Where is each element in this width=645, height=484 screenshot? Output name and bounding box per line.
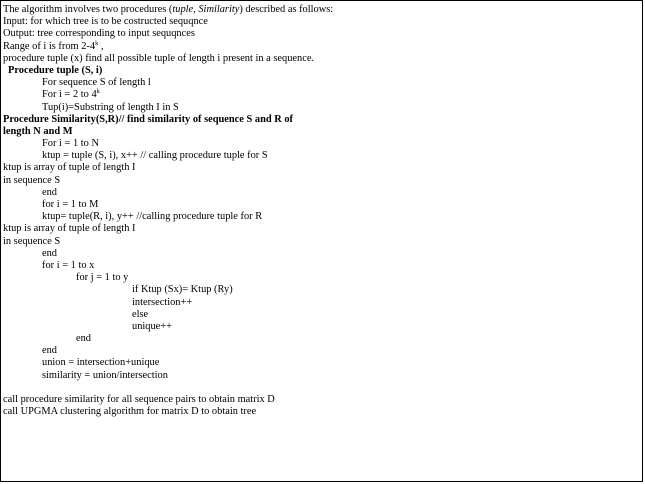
similarity-header-comment: // find similarity of sequence S and R of [118,113,293,125]
outer-for-line: for i = 1 to x [42,259,95,271]
intro-suffix: ) described as follows: [239,4,334,15]
input-line: Input: for which tree is to be costructed sequqnce [3,16,208,28]
intro-prefix: The algorithm involves two procedures ( [3,4,173,15]
union-line: union = intersection+unique [42,357,160,369]
blank-gap [3,382,643,394]
end-inner-line: end [76,333,92,345]
if-line: if Ktup (Sx)= Ktup (Ry) [132,284,233,296]
ktup-note-1a: ktup is array of tuple of length I [3,162,136,174]
range-line [3,41,643,53]
intro-procedures: tuple, Similarity [172,4,240,15]
intro-line [3,4,643,16]
ktup-note-1b: in sequence S [3,174,61,186]
else-line: else [132,308,149,320]
ktup-note-2b: in sequence S [3,235,61,247]
tuple-line-3: Tup(i)=Substring of length I in S [42,101,179,113]
tuple-for-text: For i = 2 to 4 [42,89,97,101]
loop2-body: ktup= tuple(R, i), y++ //calling procedure tuple for R [42,211,263,223]
similarity-header-2-text: length N and M [3,125,73,137]
tuple-line-1: For sequence S of length l [42,77,151,89]
output-line: Output: tree corresponding to input sequqnces [3,28,195,40]
final-line-2: call UPGMA clustering algorithm for matrix D to obtain tree [3,406,257,417]
range-tail: , [98,40,104,52]
range-sup: k [95,39,99,47]
tuple-procedure-header [3,65,643,77]
unique-line: unique++ [132,320,172,332]
range-text: Range of i is from 2-4 [3,40,96,52]
ktup-note-2a: ktup is array of tuple of length I [3,223,136,235]
loop1-for: For i = 1 to N [42,138,99,150]
final-line-1: call procedure similarity for all sequence pairs to obtain matrix D [3,393,275,405]
loop1-end: end [42,186,58,198]
tuple-line-2 [3,89,643,101]
loop2-for: for i = 1 to M [42,199,99,210]
similarity-header-text: Procedure Similarity(S,R) [3,113,119,125]
similarity-header-line-2 [3,126,643,138]
loop2-end: end [42,247,58,259]
intersection-line: intersection++ [132,296,193,308]
end-outer-line: end [42,345,58,357]
similarity-line: similarity = union/intersection [42,369,168,381]
algorithm-text [3,4,643,418]
procedure-description: procedure tuple (x) find all possible tuple of length i present in a sequence. [3,52,315,64]
tuple-header-text: Procedure tuple (S, i) [8,64,103,76]
inner-for-line: for j = 1 to y [76,272,129,284]
loop1-body: ktup = tuple (S, i), x++ // calling procedure tuple for S [42,150,268,162]
tuple-for-sup: k [96,88,100,96]
similarity-header-line [3,114,643,126]
